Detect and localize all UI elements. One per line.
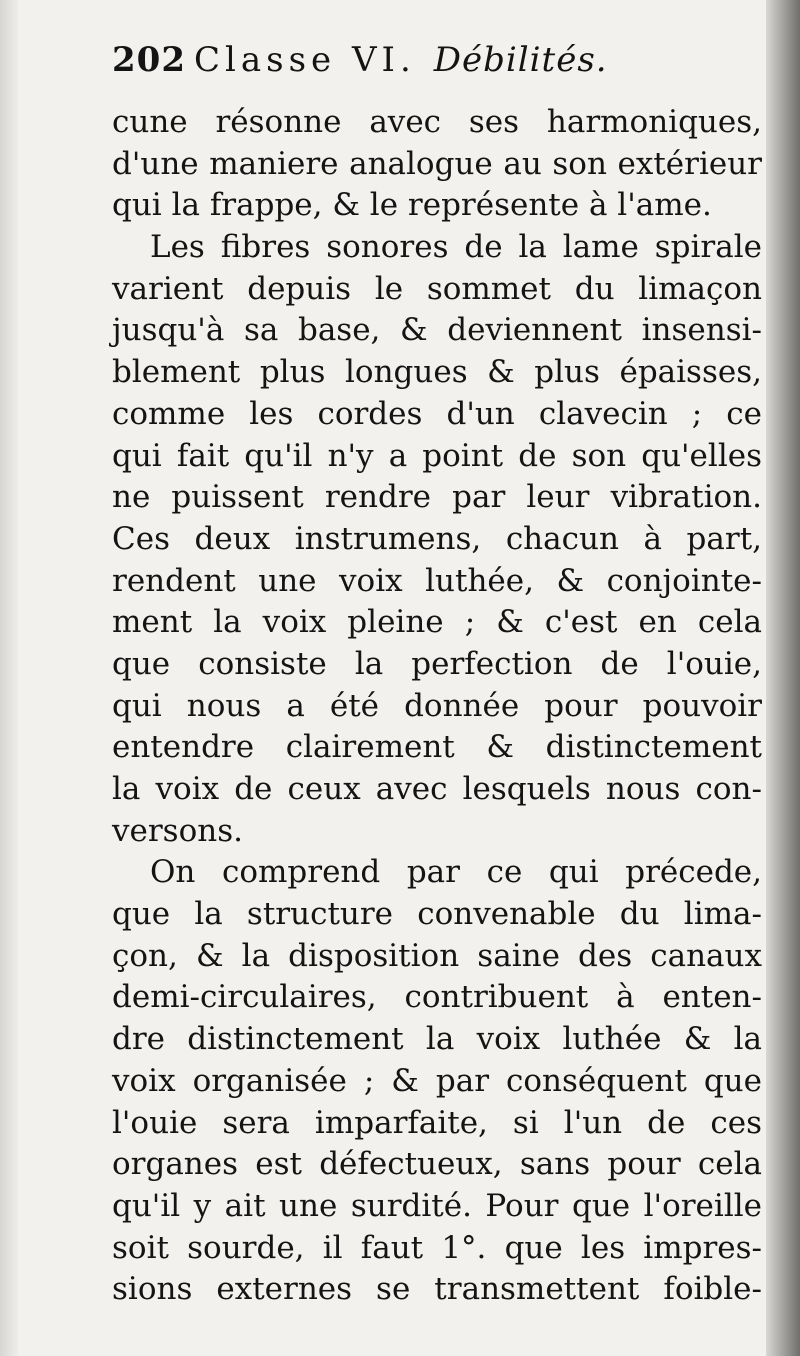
running-title: Débilités. — [433, 40, 608, 80]
running-head — [112, 40, 762, 102]
text-line: voix organisée ; & par conséquent que — [112, 1062, 762, 1099]
text-line: On comprend par ce qui précede, — [150, 854, 762, 891]
text-line: comme les cordes d'un clavecin ; ce — [112, 395, 762, 432]
text-line: qui nous a été donnée pour pouvoir — [112, 687, 762, 724]
text-line: versons. — [112, 812, 243, 849]
chapter-heading: Classe VI. — [194, 40, 416, 80]
text-line: ment la voix pleine ; & c'est en cela — [112, 604, 762, 641]
page-text — [112, 40, 762, 1311]
text-line: rendent une voix luthée, & conjointe- — [112, 562, 762, 599]
text-line: Les fibres sonores de la lame spirale — [150, 229, 762, 266]
text-line: que consiste la perfection de l'ouie, — [112, 645, 762, 682]
text-line: la voix de ceux avec lesquels nous con- — [112, 771, 762, 807]
text-line: ne puissent rendre par leur vibration. — [112, 479, 762, 516]
text-line: blement plus longues & plus épaisses, — [112, 354, 762, 391]
text-line: soit sourde, il faut 1°. que les impres- — [112, 1229, 762, 1266]
text-line: çon, & la disposition saine des canaux — [112, 937, 762, 974]
text-line: varient depuis le sommet du limaçon — [112, 270, 762, 307]
text-line: organes est défectueux, sans pour cela — [112, 1146, 762, 1183]
text-line: dre distinctement la voix luthée & la — [112, 1021, 762, 1058]
text-line: qui fait qu'il n'y a point de son qu'elles — [112, 437, 762, 474]
text-line: d'une maniere analogue au son extérieur — [112, 145, 762, 182]
text-line: l'ouie sera imparfaite, si l'un de ces — [112, 1104, 762, 1141]
text-line: jusqu'à sa base, & deviennent insensi- — [112, 312, 762, 349]
text-line: cune résonne avec ses harmoniques, — [112, 104, 762, 140]
text-line: demi-circulaires, contribuent à enten- — [112, 979, 762, 1016]
text-line: que la structure convenable du lima- — [112, 896, 762, 933]
page-gutter-shadow — [0, 0, 18, 1356]
page-edge-shadow — [766, 0, 800, 1356]
text-line: Ces deux instrumens, chacun à part, — [112, 520, 762, 557]
text-line: entendre clairement & distinctement — [112, 729, 762, 766]
page-number: 202 — [112, 40, 186, 80]
text-line: sions externes se transmettent foible- — [112, 1271, 762, 1308]
body-text — [112, 102, 762, 1311]
text-line: qui la frappe, & le représente à l'ame. — [112, 187, 712, 224]
text-line: qu'il y ait une surdité. Pour que l'oreille — [112, 1187, 762, 1224]
